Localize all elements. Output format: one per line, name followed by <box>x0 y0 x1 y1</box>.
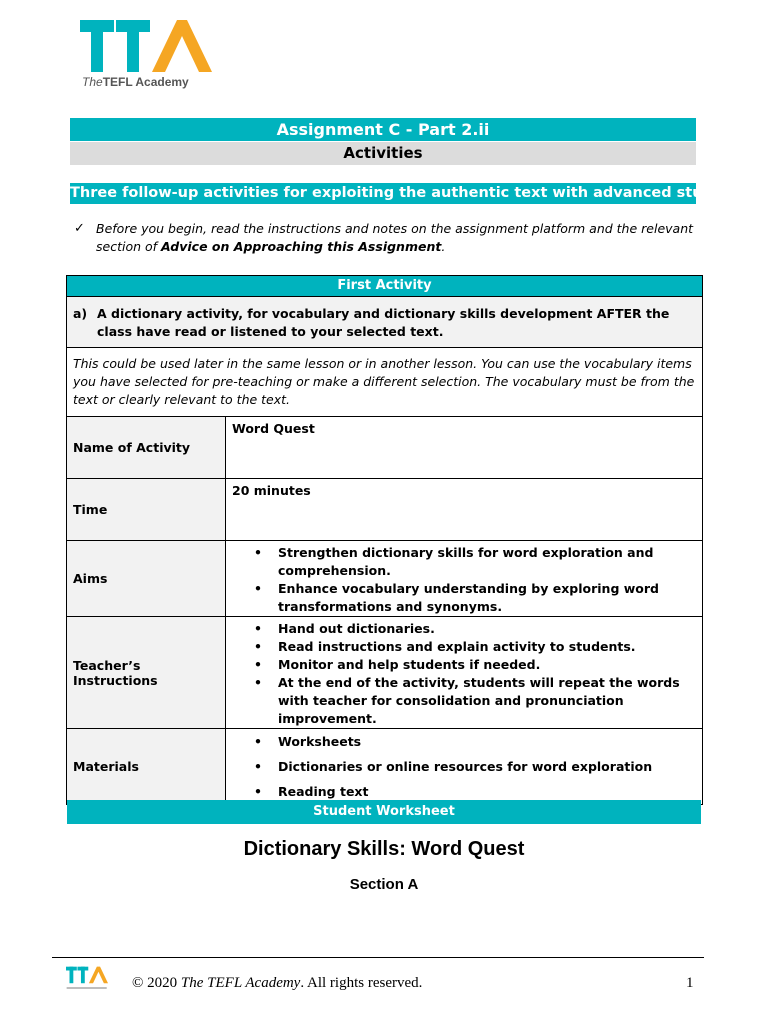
list-item: • Hand out dictionaries. <box>226 620 696 638</box>
activity-note-row: This could be used later in the same lesson or in another lesson. You can use the vocabulary items you have selected for pre-teaching or make a different selection. The vocabulary must be from the text or clearly relevant to the text. <box>67 348 703 417</box>
row-label-aims: Aims <box>67 541 226 617</box>
page-number: 1 <box>686 975 694 991</box>
activity-description-row: a) A dictionary activity, for vocabulary and dictionary skills development AFTER the class have read or listened to your selected text. <box>67 297 703 348</box>
list-item: • Worksheets <box>226 729 696 754</box>
aims-cell <box>226 541 703 617</box>
list-item: • Enhance vocabulary understanding by exploring word transformations and synonyms. <box>226 580 696 616</box>
worksheet-banner: Student Worksheet <box>67 800 701 824</box>
list-item: • Strengthen dictionary skills for word exploration and comprehension. <box>226 544 696 580</box>
instruction-note: ✓ Before you begin, read the instructions and notes on the assignment platform and the relevant section of Advice on Approaching this Assignment. <box>74 221 694 254</box>
row-label-materials: Materials <box>67 729 226 805</box>
list-item: • At the end of the activity, students will repeat the words with teacher for consolidation and pronunciation improvement. <box>226 674 696 728</box>
copyright: © 2020 The TEFL Academy. All rights reserved. <box>132 975 423 991</box>
row-label-time: Time <box>67 479 226 541</box>
list-item: • Read instructions and explain activity to students. <box>226 638 696 656</box>
checkmark-icon: ✓ <box>74 221 85 236</box>
assignment-subtitle: Activities <box>70 142 696 165</box>
tta-footer-logo <box>66 966 108 996</box>
list-item: • Monitor and help students if needed. <box>226 656 696 674</box>
row-label-instructions: Teacher’s Instructions <box>67 617 226 729</box>
activity-table <box>66 275 703 805</box>
assignment-title: Assignment C - Part 2.ii <box>70 118 696 141</box>
materials-cell <box>226 729 703 805</box>
worksheet-title: Dictionary Skills: Word Quest <box>243 838 525 860</box>
list-item: • Reading text <box>226 779 696 804</box>
activity-name-value: Word Quest <box>226 417 703 479</box>
activity-heading: First Activity <box>67 276 703 297</box>
logo-tagline: TheTEFL Academy <box>82 75 189 89</box>
list-item: • Dictionaries or online resources for word exploration <box>226 754 696 779</box>
activity-time-value: 20 minutes <box>226 479 703 541</box>
instructions-cell <box>226 617 703 729</box>
row-label-name: Name of Activity <box>67 417 226 479</box>
footer-divider <box>52 957 704 958</box>
worksheet-section: Section A <box>349 876 419 893</box>
assignment-banner: Three follow-up activities for exploiting the authentic text with advanced students <box>70 183 696 204</box>
